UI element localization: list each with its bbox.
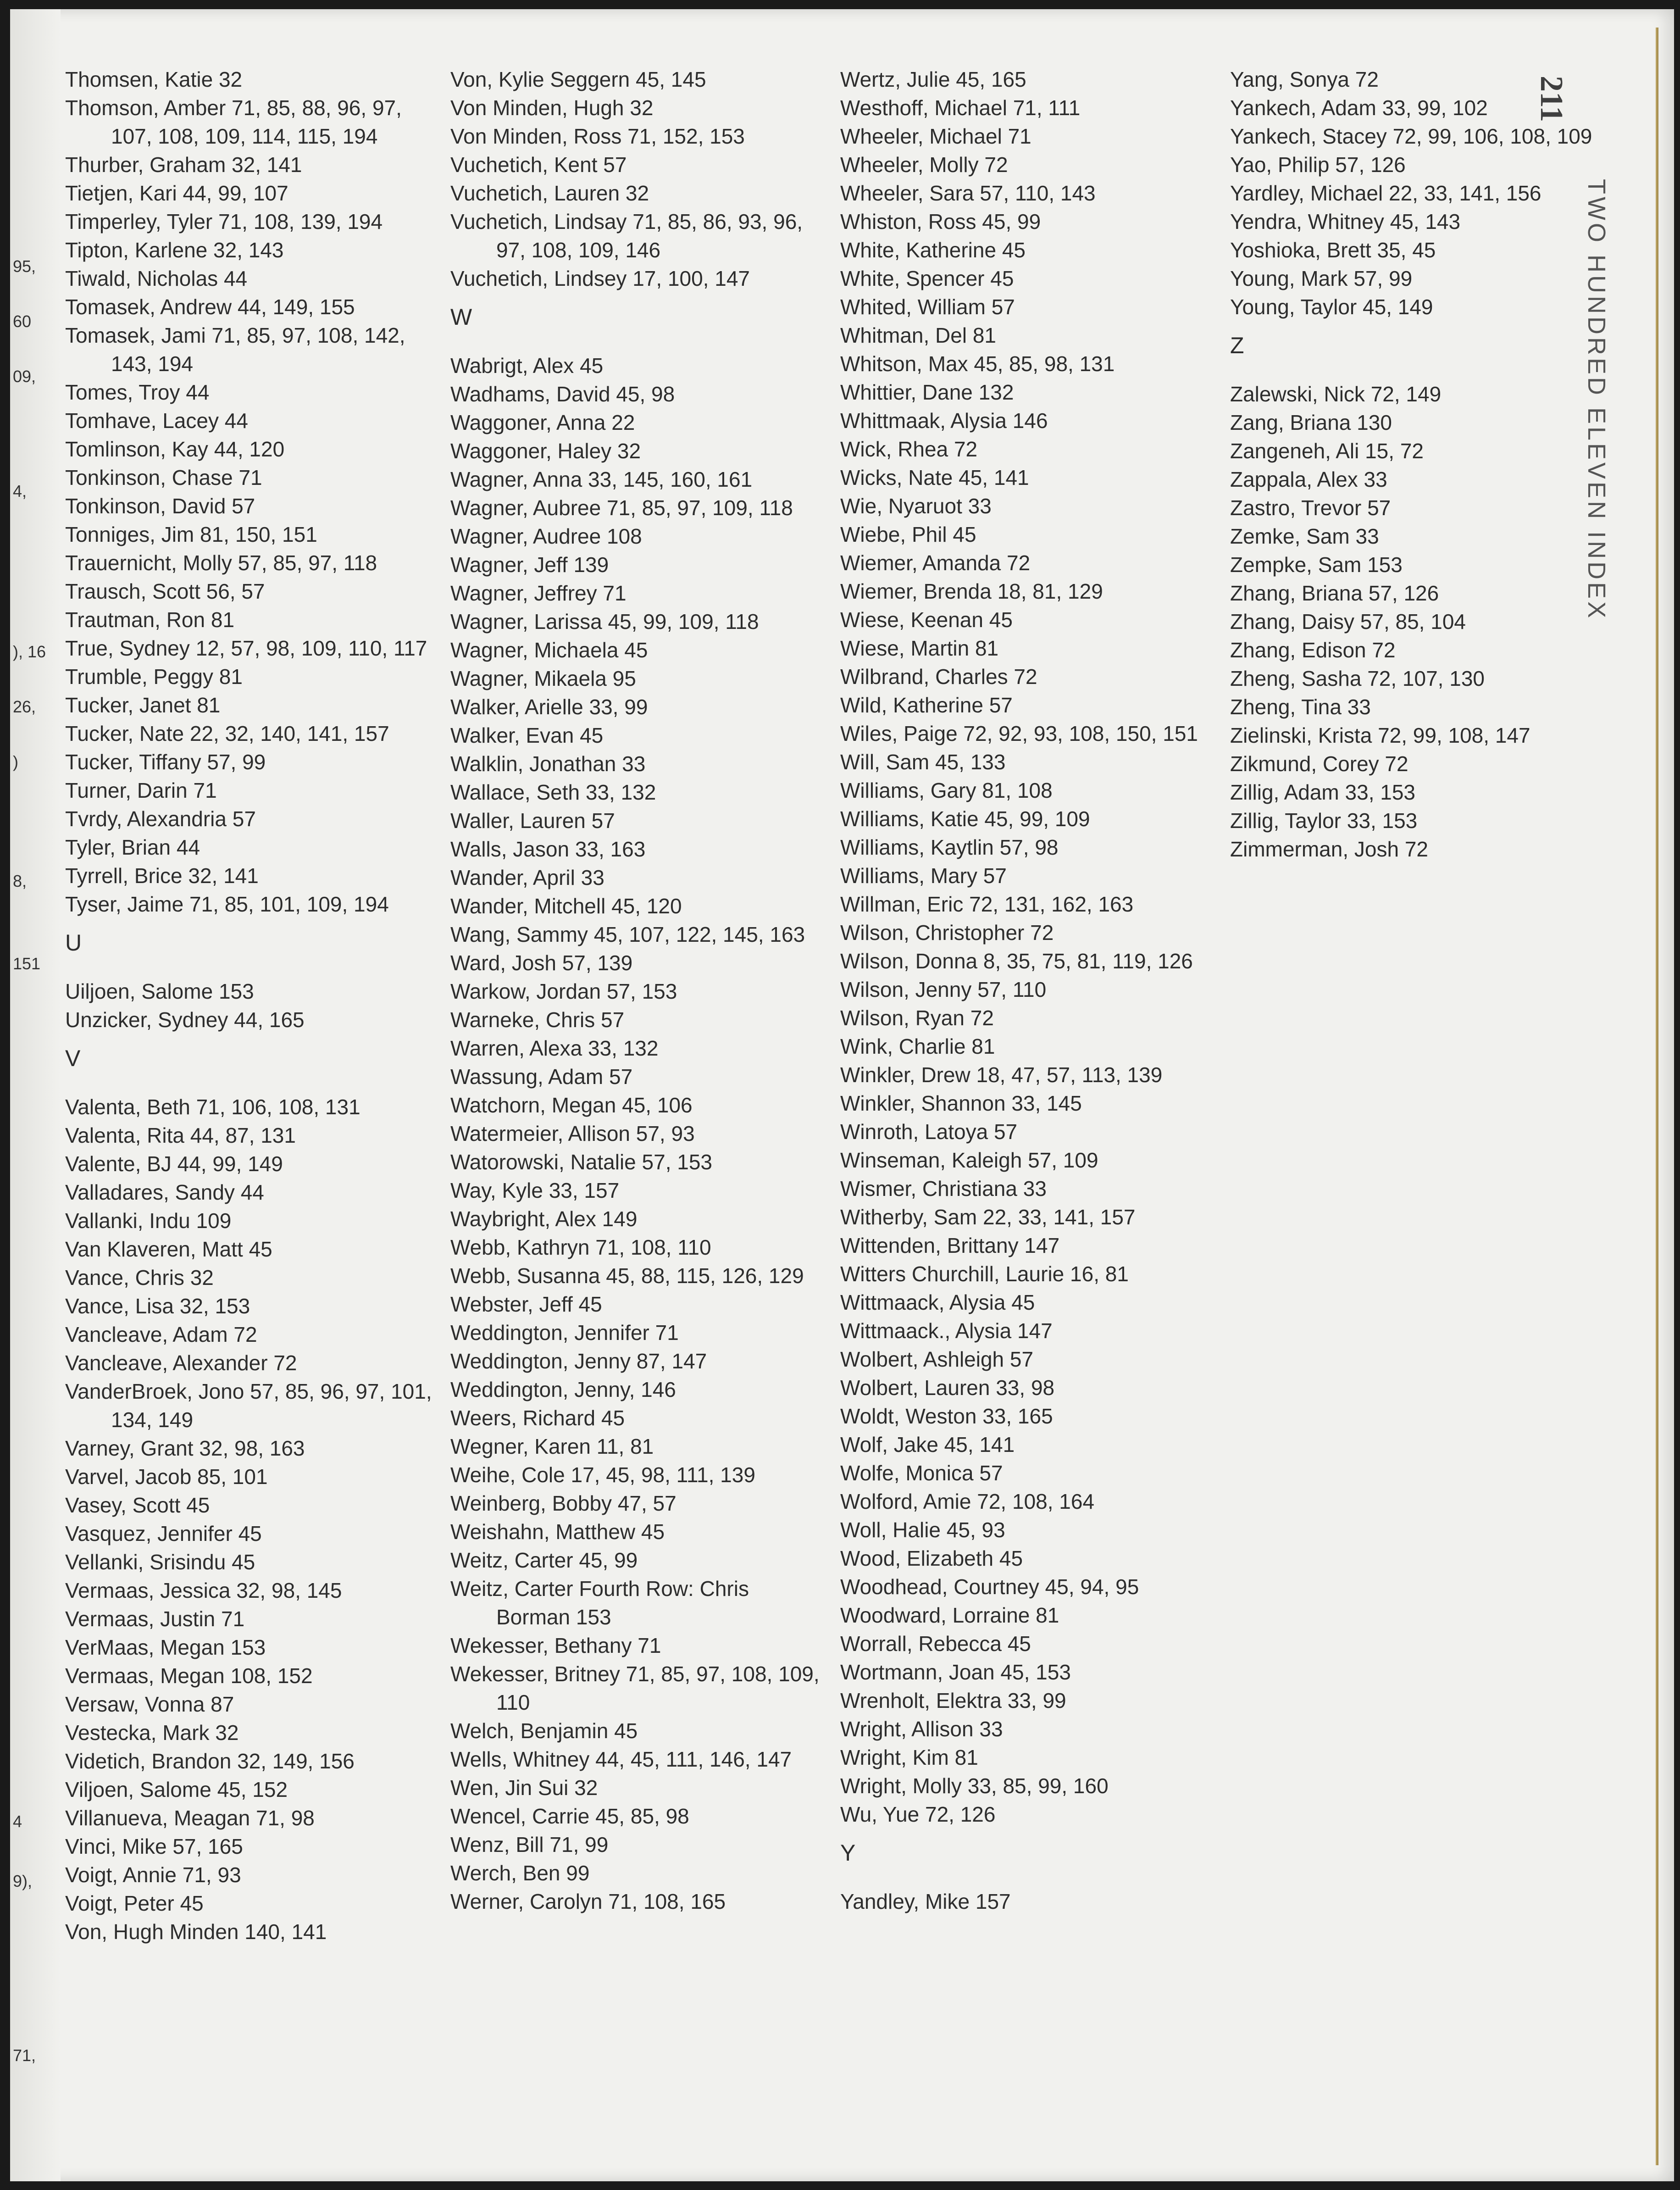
- index-entry: Zappala, Alex 33: [1230, 467, 1387, 491]
- index-entry: Worrall, Rebecca 45: [840, 1632, 1031, 1656]
- index-entry: Williams, Gary 81, 108: [840, 778, 1053, 802]
- index-entry: Wolford, Amie 72, 108, 164: [840, 1490, 1095, 1513]
- previous-page-fragment: ): [13, 752, 18, 771]
- index-entry: Vermaas, Justin 71: [65, 1607, 245, 1631]
- index-entry: Wagner, Audree 108: [450, 524, 642, 548]
- index-entry: Von Minden, Hugh 32: [450, 96, 654, 120]
- index-entry: Versaw, Vonna 87: [65, 1692, 234, 1716]
- index-entry: Vallanki, Indu 109: [65, 1209, 232, 1233]
- index-entry: Weddington, Jenny 87, 147: [450, 1349, 707, 1373]
- index-entry: Wiles, Paige 72, 92, 93, 108, 150, 151: [840, 722, 1198, 745]
- index-entry: Walklin, Jonathan 33: [450, 752, 646, 776]
- index-entry: Trumble, Peggy 81: [65, 665, 243, 689]
- index-entry: Varney, Grant 32, 98, 163: [65, 1436, 305, 1460]
- index-entry: Van Klaveren, Matt 45: [65, 1237, 272, 1261]
- index-column-3: [840, 65, 1216, 1916]
- index-entry: Vancleave, Alexander 72: [65, 1351, 297, 1375]
- index-entry: Tomes, Troy 44: [65, 380, 210, 404]
- letter-heading: U: [65, 930, 82, 956]
- previous-page-fragment: 09,: [13, 367, 36, 386]
- index-entry: Tvrdy, Alexandria 57: [65, 807, 256, 831]
- index-entry: Wagner, Jeff 139: [450, 553, 609, 577]
- index-entry: Weitz, Carter 45, 99: [450, 1548, 638, 1572]
- index-entry: Wertz, Julie 45, 165: [840, 67, 1026, 91]
- previous-page-fragment: 4,: [13, 482, 27, 500]
- index-entry: Viljoen, Salome 45, 152: [65, 1778, 288, 1801]
- index-entry: Webster, Jeff 45: [450, 1292, 602, 1316]
- index-entry: Wekesser, Bethany 71: [450, 1634, 661, 1657]
- index-entry: Williams, Katie 45, 99, 109: [840, 807, 1090, 831]
- index-entry: Varvel, Jacob 85, 101: [65, 1465, 268, 1489]
- index-entry: Ward, Josh 57, 139: [450, 951, 633, 975]
- index-entry: Willman, Eric 72, 131, 162, 163: [840, 892, 1134, 916]
- index-column-4: [1230, 65, 1606, 863]
- index-entry: Yendra, Whitney 45, 143: [1230, 210, 1461, 233]
- index-entry: Vermaas, Jessica 32, 98, 145: [65, 1579, 342, 1602]
- index-entry: Valenta, Beth 71, 106, 108, 131: [65, 1095, 360, 1119]
- index-entry: Vuchetich, Lindsay 71, 85, 86, 93, 96, 97, 108, 109, 146: [450, 210, 803, 262]
- index-entry: Yankech, Adam 33, 99, 102: [1230, 96, 1488, 120]
- index-entry: Way, Kyle 33, 157: [450, 1178, 620, 1202]
- index-entry: Wittmaack, Alysia 45: [840, 1290, 1035, 1314]
- index-entry: Tomhave, Lacey 44: [65, 409, 248, 433]
- index-entry: Wolbert, Lauren 33, 98: [840, 1376, 1055, 1400]
- index-entry: Yoshioka, Brett 35, 45: [1230, 238, 1436, 262]
- index-entry: Yang, Sonya 72: [1230, 67, 1379, 91]
- index-entry: Vellanki, Srisindu 45: [65, 1550, 255, 1574]
- index-entry: Zillig, Taylor 33, 153: [1230, 809, 1418, 833]
- index-entry: Vasey, Scott 45: [65, 1493, 210, 1517]
- previous-page-fragment: 60: [13, 312, 32, 331]
- previous-page-fragments: [10, 9, 47, 2181]
- index-entry: Whited, William 57: [840, 295, 1015, 319]
- previous-page-fragment: 26,: [13, 697, 36, 716]
- index-entry: Vance, Lisa 32, 153: [65, 1294, 250, 1318]
- index-entry: Wiemer, Brenda 18, 81, 129: [840, 579, 1103, 603]
- index-entry: Werner, Carolyn 71, 108, 165: [450, 1890, 726, 1913]
- index-entry: Weishahn, Matthew 45: [450, 1520, 665, 1544]
- index-entry: Wheeler, Molly 72: [840, 153, 1008, 177]
- index-entry: Wilson, Ryan 72: [840, 1006, 994, 1030]
- index-entry: Wheeler, Michael 71: [840, 124, 1031, 148]
- index-entry: Thomsen, Katie 32: [65, 67, 243, 91]
- index-entry: Vancleave, Adam 72: [65, 1323, 257, 1346]
- index-entry: Tomasek, Jami 71, 85, 97, 108, 142, 143, 194: [65, 323, 405, 376]
- index-entry: Wassung, Adam 57: [450, 1065, 633, 1089]
- index-entry: Wekesser, Britney 71, 85, 97, 108, 109, 110: [450, 1662, 820, 1714]
- index-entry: Wortmann, Joan 45, 153: [840, 1660, 1071, 1684]
- index-entry: Watorowski, Natalie 57, 153: [450, 1150, 713, 1174]
- index-entry: Young, Mark 57, 99: [1230, 267, 1413, 290]
- index-entry: Zemke, Sam 33: [1230, 524, 1379, 548]
- index-entry: Woldt, Weston 33, 165: [840, 1404, 1053, 1428]
- index-entry: Wilson, Christopher 72: [840, 921, 1054, 945]
- margin-rule: [1656, 28, 1658, 2165]
- index-entry: Von, Hugh Minden 140, 141: [65, 1920, 327, 1944]
- index-entry: Wells, Whitney 44, 45, 111, 146, 147: [450, 1747, 792, 1771]
- index-entry: Wright, Molly 33, 85, 99, 160: [840, 1774, 1109, 1798]
- index-entry: Yandley, Mike 157: [840, 1890, 1011, 1913]
- index-entry: Weinberg, Bobby 47, 57: [450, 1491, 676, 1515]
- index-entry: Zielinski, Krista 72, 99, 108, 147: [1230, 723, 1530, 747]
- index-entry: Zalewski, Nick 72, 149: [1230, 382, 1442, 406]
- index-entry: Trauernicht, Molly 57, 85, 97, 118: [65, 551, 377, 575]
- index-entry: Woodhead, Courtney 45, 94, 95: [840, 1575, 1139, 1599]
- previous-page-fragment: 8,: [13, 872, 27, 890]
- index-entry: Yankech, Stacey 72, 99, 106, 108, 109: [1230, 124, 1592, 148]
- index-entry: Whiston, Ross 45, 99: [840, 210, 1041, 233]
- index-entry: Walker, Evan 45: [450, 723, 604, 747]
- index-entry: Webb, Kathryn 71, 108, 110: [450, 1235, 711, 1259]
- index-entry: Tonkinson, David 57: [65, 494, 255, 518]
- index-entry: Wild, Katherine 57: [840, 693, 1013, 717]
- index-page: [10, 9, 1674, 2181]
- index-entry: Whitson, Max 45, 85, 98, 131: [840, 352, 1115, 376]
- index-entry: True, Sydney 12, 57, 98, 109, 110, 117: [65, 636, 427, 660]
- index-entry: Webb, Susanna 45, 88, 115, 126, 129: [450, 1264, 804, 1288]
- index-entry: Witherby, Sam 22, 33, 141, 157: [840, 1205, 1136, 1229]
- index-entry: Winroth, Latoya 57: [840, 1120, 1018, 1144]
- index-column-1: [65, 65, 441, 1946]
- index-entry: Woodward, Lorraine 81: [840, 1603, 1059, 1627]
- index-entry: Wolfe, Monica 57: [840, 1461, 1003, 1485]
- index-entry: Zhang, Daisy 57, 85, 104: [1230, 610, 1466, 634]
- index-entry: Wheeler, Sara 57, 110, 143: [840, 181, 1096, 205]
- index-entry: Winseman, Kaleigh 57, 109: [840, 1148, 1098, 1172]
- index-entry: Zillig, Adam 33, 153: [1230, 780, 1416, 804]
- index-entry: Zhang, Briana 57, 126: [1230, 581, 1439, 605]
- index-entry: Zempke, Sam 153: [1230, 553, 1403, 577]
- index-entry: Unzicker, Sydney 44, 165: [65, 1008, 305, 1032]
- index-entry: Wittmaack., Alysia 147: [840, 1319, 1053, 1343]
- index-entry: Voigt, Annie 71, 93: [65, 1863, 241, 1887]
- index-entry: Vasquez, Jennifer 45: [65, 1522, 262, 1545]
- index-entry: Whittmaak, Alysia 146: [840, 409, 1048, 433]
- index-entry: Thurber, Graham 32, 141: [65, 153, 302, 177]
- index-entry: Weitz, Carter Fourth Row: Chris Borman 153: [450, 1577, 749, 1629]
- index-entry: Wright, Allison 33: [840, 1717, 1003, 1741]
- index-entry: Tonniges, Jim 81, 150, 151: [65, 522, 317, 546]
- previous-page-fragment: 4: [13, 1812, 22, 1831]
- index-column-2: [450, 65, 826, 1916]
- index-entry: Winkler, Shannon 33, 145: [840, 1091, 1082, 1115]
- index-entry: Wismer, Christiana 33: [840, 1177, 1047, 1201]
- index-entry: Valenta, Rita 44, 87, 131: [65, 1123, 296, 1147]
- index-entry: White, Katherine 45: [840, 238, 1026, 262]
- index-entry: Weers, Richard 45: [450, 1406, 625, 1430]
- index-entry: Watchorn, Megan 45, 106: [450, 1093, 693, 1117]
- index-entry: Wadhams, David 45, 98: [450, 382, 675, 406]
- index-entry: Vuchetich, Kent 57: [450, 153, 627, 177]
- index-entry: Wallace, Seth 33, 132: [450, 780, 656, 804]
- index-entry: Timperley, Tyler 71, 108, 139, 194: [65, 210, 383, 233]
- index-entry: Tyser, Jaime 71, 85, 101, 109, 194: [65, 892, 389, 916]
- index-entry: Von, Kylie Seggern 45, 145: [450, 67, 706, 91]
- index-entry: Wander, April 33: [450, 866, 604, 889]
- index-entry: Yao, Philip 57, 126: [1230, 153, 1406, 177]
- index-entry: Turner, Darin 71: [65, 778, 217, 802]
- index-entry: Witters Churchill, Laurie 16, 81: [840, 1262, 1129, 1286]
- index-entry: VanderBroek, Jono 57, 85, 96, 97, 101, 134, 149: [65, 1379, 432, 1432]
- index-entry: Wilson, Donna 8, 35, 75, 81, 119, 126: [840, 949, 1193, 973]
- letter-heading: Y: [840, 1840, 856, 1866]
- index-entry: Zhang, Edison 72: [1230, 638, 1396, 662]
- index-entry: Woll, Halie 45, 93: [840, 1518, 1005, 1542]
- index-entry: Whitman, Del 81: [840, 323, 997, 347]
- index-entry: Wiese, Martin 81: [840, 636, 999, 660]
- index-entry: Zheng, Sasha 72, 107, 130: [1230, 667, 1485, 690]
- index-entry: White, Spencer 45: [840, 267, 1014, 290]
- index-entry: Wagner, Anna 33, 145, 160, 161: [450, 467, 753, 491]
- index-entry: Tucker, Nate 22, 32, 140, 141, 157: [65, 722, 389, 745]
- index-entry: Wagner, Jeffrey 71: [450, 581, 627, 605]
- index-entry: Wick, Rhea 72: [840, 437, 978, 461]
- index-entry: Wilson, Jenny 57, 110: [840, 978, 1047, 1001]
- index-entry: Wicks, Nate 45, 141: [840, 466, 1029, 489]
- page-number: 211: [1534, 76, 1569, 122]
- index-entry: Tonkinson, Chase 71: [65, 466, 262, 489]
- index-entry: Wie, Nyaruot 33: [840, 494, 992, 518]
- index-entry: Valladares, Sandy 44: [65, 1180, 264, 1204]
- index-entry: Zangeneh, Ali 15, 72: [1230, 439, 1424, 463]
- index-entry: Thomson, Amber 71, 85, 88, 96, 97, 107, 108, 109, 114, 115, 194: [65, 96, 402, 148]
- index-entry: Wood, Elizabeth 45: [840, 1546, 1023, 1570]
- index-entry: Zastro, Trevor 57: [1230, 496, 1391, 520]
- previous-page-fragment: 151: [13, 954, 41, 973]
- index-entry: Wilbrand, Charles 72: [840, 665, 1037, 689]
- index-entry: Wright, Kim 81: [840, 1745, 978, 1769]
- index-entry: Williams, Kaytlin 57, 98: [840, 835, 1059, 859]
- index-entry: Zikmund, Corey 72: [1230, 752, 1408, 776]
- index-entry: Warneke, Chris 57: [450, 1008, 625, 1032]
- index-entry: Williams, Mary 57: [840, 864, 1007, 888]
- index-entry: Wolbert, Ashleigh 57: [840, 1347, 1034, 1371]
- index-entry: Wenz, Bill 71, 99: [450, 1833, 609, 1856]
- index-entry: Wink, Charlie 81: [840, 1034, 995, 1058]
- index-entry: Wegner, Karen 11, 81: [450, 1434, 654, 1458]
- index-entry: Wu, Yue 72, 126: [840, 1802, 996, 1826]
- index-entry: Tomasek, Andrew 44, 149, 155: [65, 295, 355, 319]
- index-entry: Waybright, Alex 149: [450, 1207, 638, 1231]
- index-entry: Wiemer, Amanda 72: [840, 551, 1031, 575]
- index-entry: Watermeier, Allison 57, 93: [450, 1122, 695, 1145]
- index-entry: Wagner, Larissa 45, 99, 109, 118: [450, 610, 759, 634]
- letter-heading: Z: [1230, 333, 1244, 358]
- index-entry: Videtich, Brandon 32, 149, 156: [65, 1749, 355, 1773]
- index-entry: Wolf, Jake 45, 141: [840, 1433, 1015, 1456]
- index-entry: Villanueva, Meagan 71, 98: [65, 1806, 315, 1830]
- index-entry: Vance, Chris 32: [65, 1266, 214, 1290]
- index-entry: Vuchetich, Lauren 32: [450, 181, 649, 205]
- index-entry: Uiljoen, Salome 153: [65, 979, 254, 1003]
- index-entry: Voigt, Peter 45: [65, 1891, 204, 1915]
- letter-heading: V: [65, 1045, 81, 1071]
- index-entry: Tucker, Tiffany 57, 99: [65, 750, 266, 774]
- index-entry: Weddington, Jennifer 71: [450, 1321, 679, 1345]
- index-entry: Tietjen, Kari 44, 99, 107: [65, 181, 288, 205]
- index-entry: Weihe, Cole 17, 45, 98, 111, 139: [450, 1463, 755, 1487]
- index-entry: Tyler, Brian 44: [65, 835, 200, 859]
- index-entry: Welch, Benjamin 45: [450, 1719, 638, 1743]
- index-entry: Will, Sam 45, 133: [840, 750, 1006, 774]
- previous-page-fragment: 95,: [13, 257, 36, 276]
- index-entry: Wiebe, Phil 45: [840, 522, 976, 546]
- index-entry: Warren, Alexa 33, 132: [450, 1036, 659, 1060]
- letter-heading: W: [450, 304, 472, 330]
- index-entry: Wencel, Carrie 45, 85, 98: [450, 1804, 689, 1828]
- index-entry: Waggoner, Haley 32: [450, 439, 641, 463]
- index-entry: VerMaas, Megan 153: [65, 1635, 266, 1659]
- index-entry: Walls, Jason 33, 163: [450, 837, 646, 861]
- running-head: TWO HUNDRED ELEVEN INDEX: [1583, 179, 1610, 621]
- index-entry: Waller, Lauren 57: [450, 809, 615, 833]
- index-entry: Wittenden, Brittany 147: [840, 1234, 1060, 1257]
- index-entry: Von Minden, Ross 71, 152, 153: [450, 124, 745, 148]
- index-entry: Wang, Sammy 45, 107, 122, 145, 163: [450, 923, 805, 946]
- index-entry: Waggoner, Anna 22: [450, 411, 635, 434]
- index-entry: Young, Taylor 45, 149: [1230, 295, 1433, 319]
- index-entry: Wagner, Michaela 45: [450, 638, 648, 662]
- index-entry: Wabrigt, Alex 45: [450, 354, 604, 378]
- index-entry: Wrenholt, Elektra 33, 99: [840, 1689, 1066, 1712]
- previous-page-fragment: ), 16: [13, 642, 46, 661]
- index-entry: Warkow, Jordan 57, 153: [450, 979, 677, 1003]
- index-entry: Vinci, Mike 57, 165: [65, 1834, 243, 1858]
- index-entry: Valente, BJ 44, 99, 149: [65, 1152, 283, 1176]
- index-entry: Wagner, Mikaela 95: [450, 667, 636, 690]
- previous-page-fragment: 71,: [13, 2046, 36, 2065]
- previous-page-fragment: 9),: [13, 1872, 33, 1890]
- index-entry: Werch, Ben 99: [450, 1861, 590, 1885]
- index-entry: Wiese, Keenan 45: [840, 608, 1013, 632]
- index-entry: Winkler, Drew 18, 47, 57, 113, 139: [840, 1063, 1163, 1087]
- index-entry: Whittier, Dane 132: [840, 380, 1014, 404]
- index-entry: Weddington, Jenny, 146: [450, 1378, 676, 1401]
- index-entry: Trautman, Ron 81: [65, 608, 235, 632]
- index-entry: Tyrrell, Brice 32, 141: [65, 864, 259, 888]
- index-entry: Zang, Briana 130: [1230, 411, 1392, 434]
- index-entry: Wen, Jin Sui 32: [450, 1776, 598, 1800]
- index-entry: Yardley, Michael 22, 33, 141, 156: [1230, 181, 1541, 205]
- index-entry: Tiwald, Nicholas 44: [65, 267, 248, 290]
- index-entry: Trausch, Scott 56, 57: [65, 579, 265, 603]
- index-entry: Zheng, Tina 33: [1230, 695, 1371, 719]
- index-entry: Tomlinson, Kay 44, 120: [65, 437, 285, 461]
- index-entry: Wagner, Aubree 71, 85, 97, 109, 118: [450, 496, 793, 520]
- index-entry: Zimmerman, Josh 72: [1230, 837, 1429, 861]
- index-entry: Wander, Mitchell 45, 120: [450, 894, 682, 918]
- index-entry: Westhoff, Michael 71, 111: [840, 96, 1081, 120]
- index-entry: Tipton, Karlene 32, 143: [65, 238, 284, 262]
- index-entry: Vestecka, Mark 32: [65, 1721, 239, 1745]
- index-entry: Tucker, Janet 81: [65, 693, 221, 717]
- index-entry: Vermaas, Megan 108, 152: [65, 1664, 313, 1688]
- index-entry: Vuchetich, Lindsey 17, 100, 147: [450, 267, 750, 290]
- index-entry: Walker, Arielle 33, 99: [450, 695, 648, 719]
